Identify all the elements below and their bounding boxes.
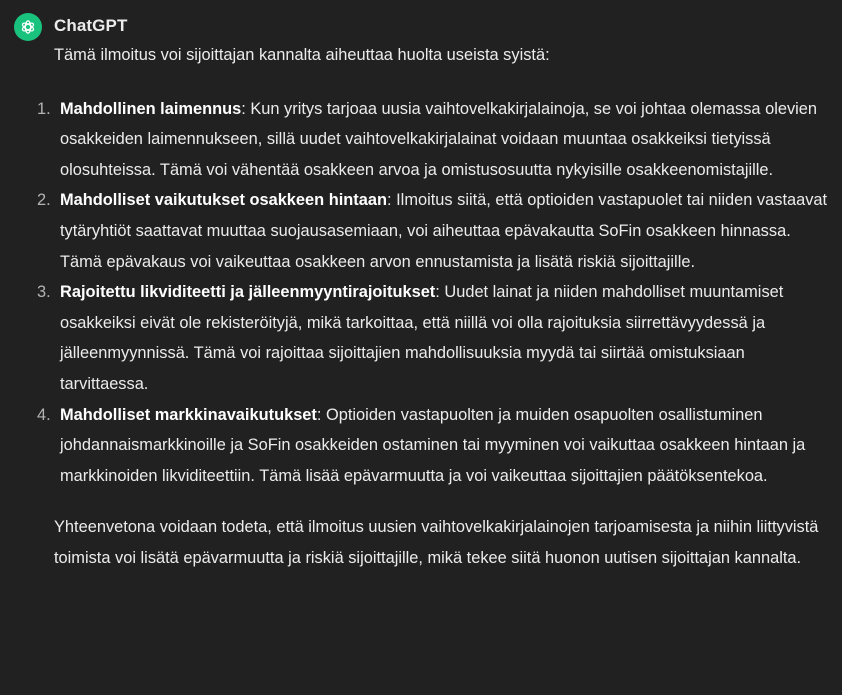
message-intro: Tämä ilmoitus voi sijoittajan kannalta aiheuttaa huolta useista syistä: [54,46,550,64]
points-list [37,94,834,492]
avatar [14,13,42,41]
list-item [37,400,834,492]
list-item [37,277,834,399]
list-number: 1. [37,99,51,118]
list-number: 2. [37,191,51,210]
openai-logo-icon [18,17,38,37]
list-item-term: Mahdollinen laimennus [60,99,242,118]
list-item-text: : Optioiden vastapuolten ja muiden osapuolten osallistuminen johdannaismarkkinoille ja SoFin osakkeiden ostaminen tai myyminen voi vaikuttaa osakkeen hintaan ja markkinoiden likviditeettiin. Tämä lisää epävarmuutta ja voi vaikeuttaa sijoittajien päätöksentekoa. [60,405,806,485]
list-item-term: Rajoitettu likviditeetti ja jälleenmyyntirajoitukset [60,283,436,302]
list-item [37,94,834,186]
list-item-text: : Uudet lainat ja niiden mahdolliset muuntamiset osakkeiksi eivät ole rekisteröityjä, mikä tarkoittaa, että niillä voi olla rajoituksia siirrettävyydessä ja jälleenmyynnissä. Tämä voi rajoittaa sijoittajien mahdollisuuksia myydä tai siirtää omistuksiaan tarvittaessa. [60,283,784,393]
list-item-text: : Ilmoitus siitä, että optioiden vastapuolet tai niiden vastaavat tytäryhtiöt saattavat muuttaa suojausasemiaan, voi aiheuttaa epävakautta SoFin osakkeen hinnassa. Tämä epävakaus voi vaikeuttaa osakkeen arvon ennustamista ja lisätä riskiä sijoittajille. [60,191,828,271]
message-content [37,40,834,574]
message-author: ChatGPT [54,16,128,35]
list-number: 3. [37,283,51,302]
list-item-term: Mahdolliset markkinavaikutukset [60,405,317,424]
list-item [37,185,834,277]
list-item-term: Mahdolliset vaikutukset osakkeen hintaan [60,191,388,210]
message-summary: Yhteenvetona voidaan todeta, että ilmoitus uusien vaihtovelkakirjalainojen tarjoamisesta ja niihin liittyvistä toimista voi lisätä epävarmuutta ja riskiä sijoittajille, mikä tekee siitä huonon uutisen sijoittajan kannalta. [54,518,819,567]
list-item-text: : Kun yritys tarjoaa uusia vaihtovelkakirjalainoja, se voi johtaa olemassa olevien osakkeiden laimennukseen, sillä uudet vaihtovelkakirjalainat voidaan muuntaa osakkeiksi tietyissä olosuhteissa. Tämä voi vähentää osakkeen arvoa ja omistusosuutta nykyisille osakkeenomistajille. [60,99,818,179]
list-number: 4. [37,405,51,424]
